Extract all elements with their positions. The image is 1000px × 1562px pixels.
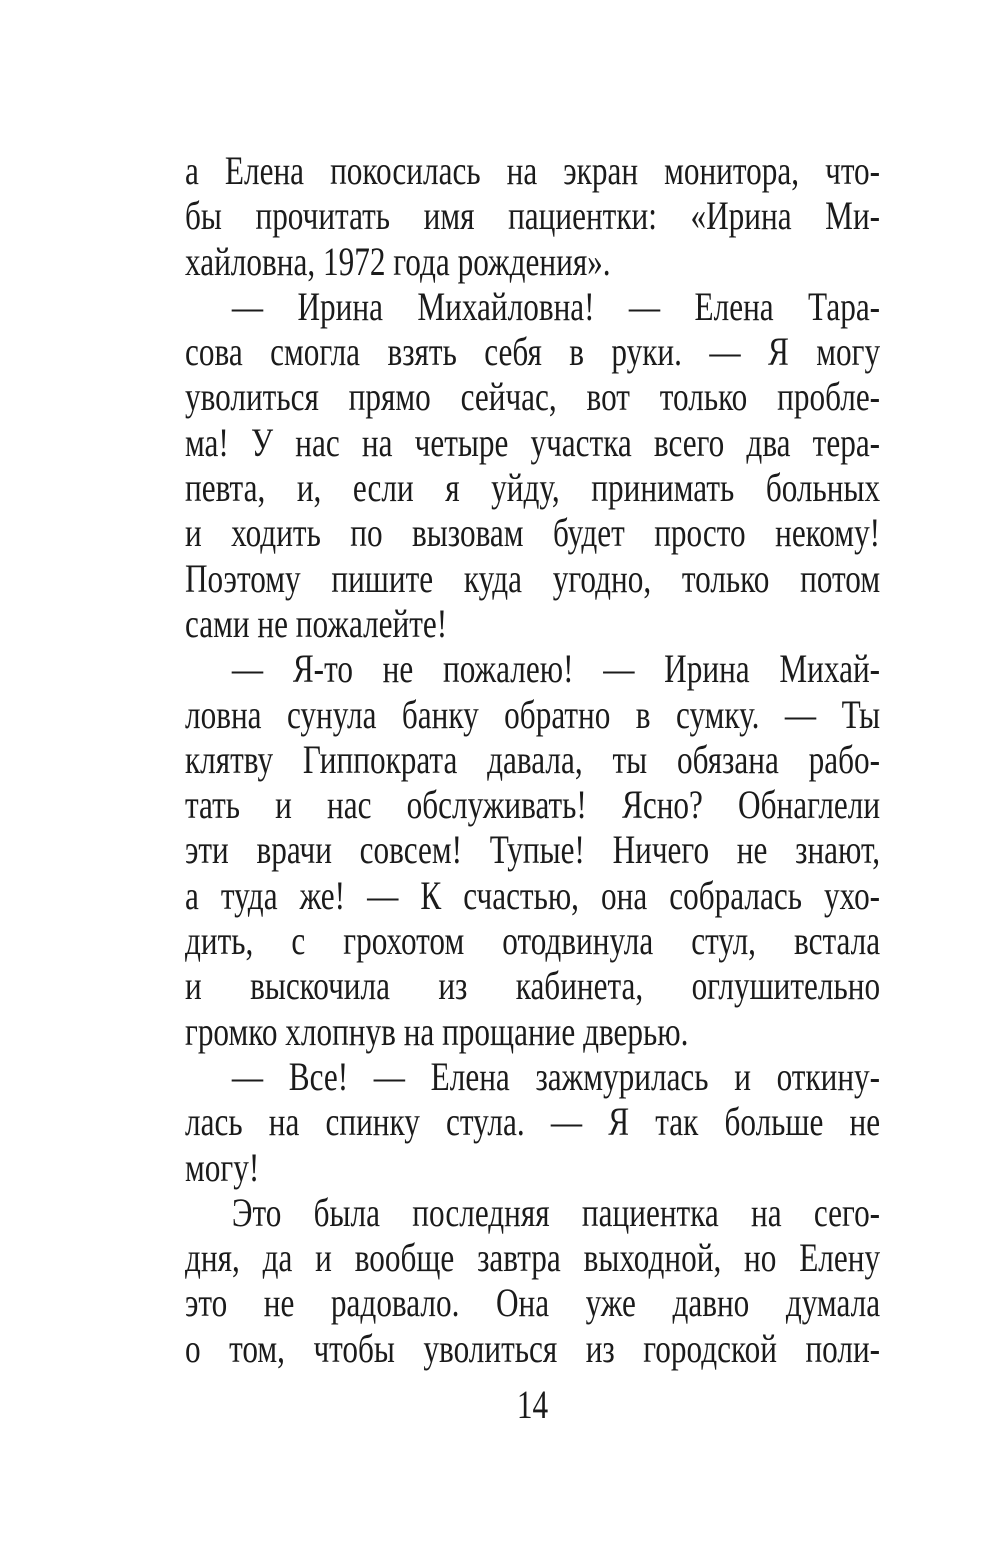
page-number: 14 (516, 1382, 549, 1427)
text-line: сами не пожалейте! (185, 600, 448, 646)
text-line: тать и нас обслуживать! Ясно? Обнаглели (185, 782, 881, 828)
text-line: ма! У нас на четыре участка всего два тера- (185, 419, 881, 465)
text-line: дить, с грохотом отодвинула стул, встала (185, 918, 881, 964)
text-line: Это была последняя пациентка на сего- (231, 1189, 881, 1235)
text-line: бы прочитать имя пациентки: «Ирина Ми- (185, 193, 881, 239)
text-line: певта, и, если я уйду, принимать больных (185, 465, 881, 511)
text-line: громко хлопнув на прощание дверью. (185, 1008, 689, 1054)
text-line: лась на спинку стула. — Я так больше не (185, 1099, 881, 1145)
text-line: о том, чтобы уволиться из городской поли- (185, 1325, 881, 1371)
text-line: — Все! — Елена зажмурилась и откину- (231, 1053, 881, 1099)
text-line: ловна сунула банку обратно в сумку. — Ты (185, 691, 881, 737)
text-line: — Я-то не пожалею! — Ирина Михай- (231, 646, 881, 692)
text-line: — Ирина Михайловна! — Елена Тара- (231, 283, 881, 329)
text-line: а Елена покосилась на экран монитора, что- (185, 148, 881, 193)
text-line: могу! (185, 1144, 260, 1190)
text-line: Поэтому пишите куда угодно, только потом (185, 555, 881, 601)
text-line: это не радовало. Она уже давно думала (185, 1280, 881, 1326)
text-line: уволиться прямо сейчас, вот только пробле- (185, 374, 881, 420)
text-line: эти врачи совсем! Тупые! Ничего не знают, (185, 827, 881, 873)
text-line: дня, да и вообще завтра выходной, но Елену (185, 1235, 881, 1281)
text-line: а туда же! — К счастью, она собралась ухо- (185, 872, 881, 918)
text-line: и ходить по вызовам будет просто некому! (185, 510, 881, 556)
text-line: хайловна, 1972 года рождения». (185, 238, 611, 284)
page-text (185, 148, 880, 1371)
text-line: сова смогла взять себя в руки. — Я могу (185, 329, 881, 375)
text-line: клятву Гиппократа давала, ты обязана рабо- (185, 736, 881, 782)
text-line: и выскочила из кабинета, оглушительно (185, 963, 881, 1009)
